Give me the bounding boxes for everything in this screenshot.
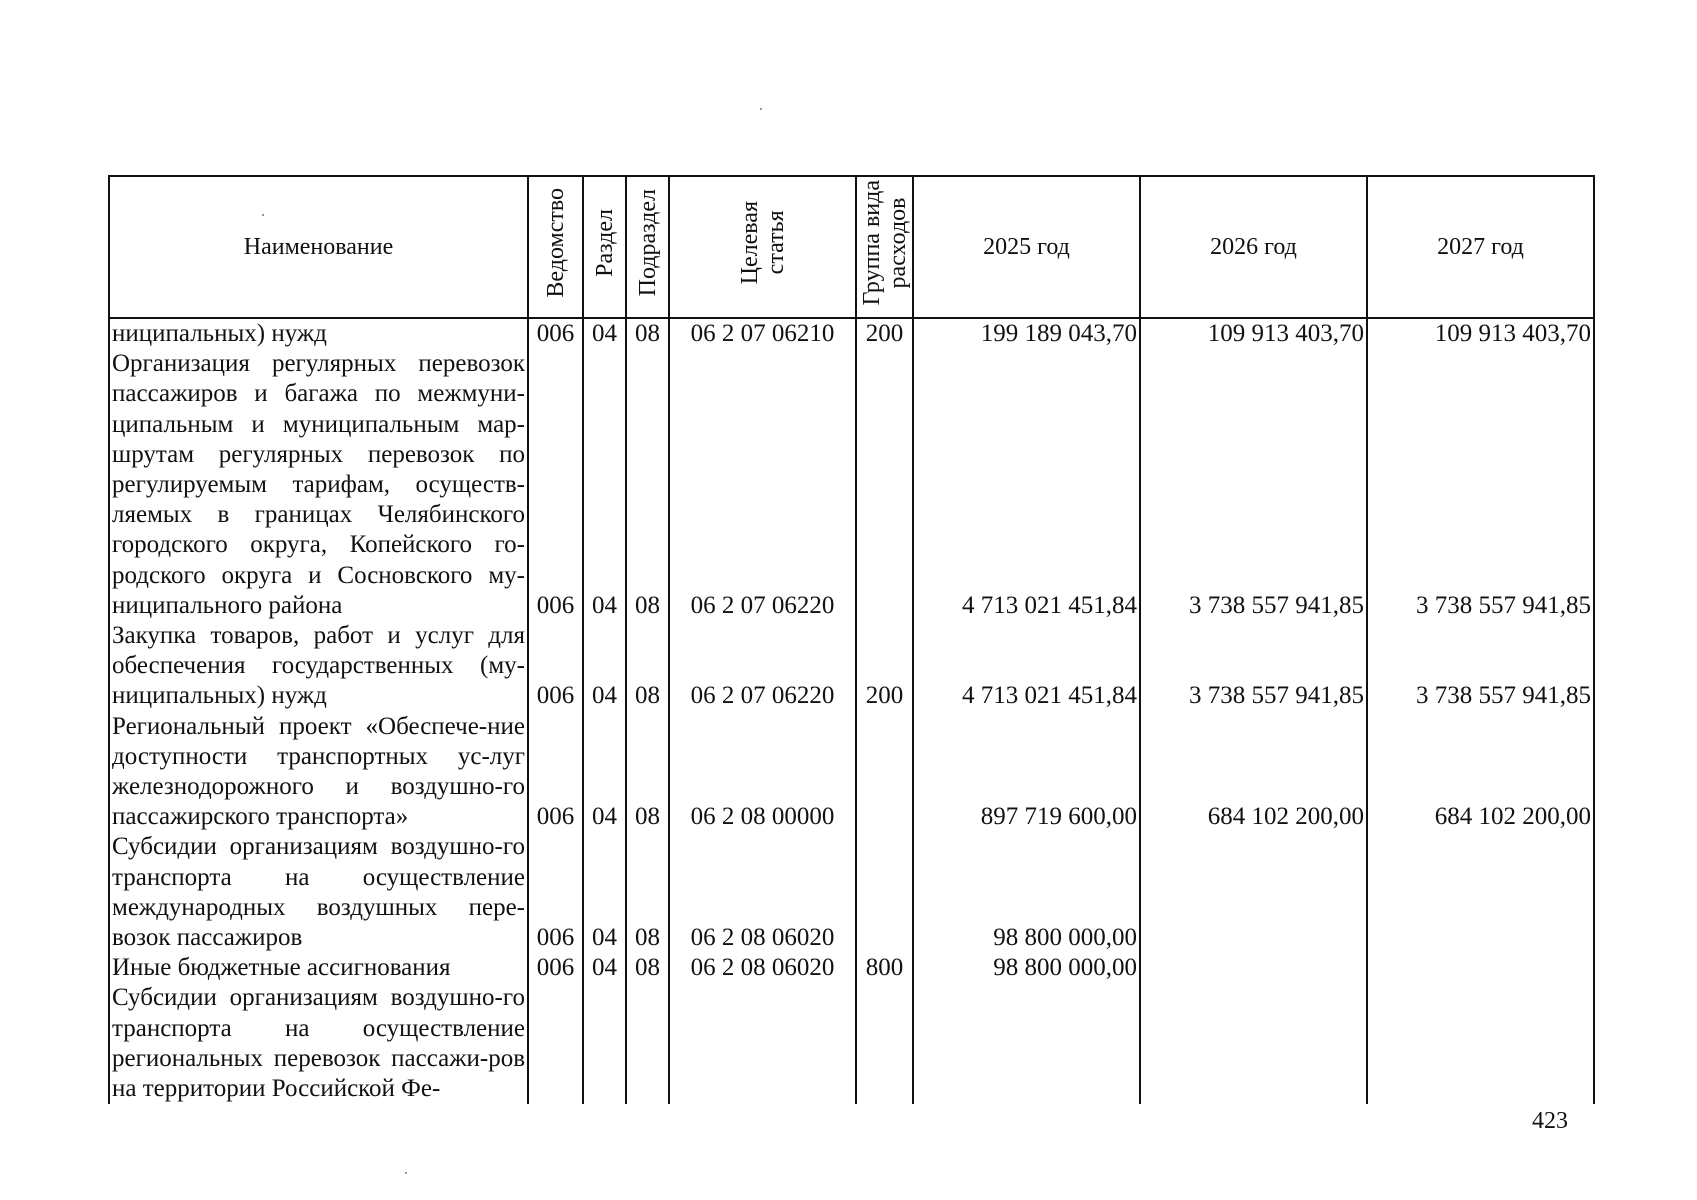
row-vedomstvo — [528, 983, 583, 1104]
row-expense-group — [856, 983, 913, 1104]
row-name: Региональный проект «Обеспече-ние доступности транспортных ус-луг железнодорожного и воздушно-го пассажирского транспорта» — [109, 712, 528, 833]
table-row — [109, 983, 1594, 1104]
row-amount-2027 — [1367, 983, 1594, 1104]
row-amount-2026: 3 738 557 941,85 — [1140, 349, 1367, 621]
row-target-article — [669, 983, 856, 1104]
row-vedomstvo: 006 — [528, 953, 583, 983]
row-amount-2025: 897 719 600,00 — [913, 712, 1140, 833]
row-amount-2026 — [1140, 832, 1367, 953]
row-name: Закупка товаров, работ и услуг для обеспечения государственных (му-ниципальных) нужд — [109, 621, 528, 712]
row-target-article: 06 2 08 00000 — [669, 712, 856, 833]
row-amount-2025: 4 713 021 451,84 — [913, 621, 1140, 712]
header-razdel-label: Раздел — [591, 208, 618, 277]
row-amount-2026: 684 102 200,00 — [1140, 712, 1367, 833]
budget-table — [108, 175, 1595, 1104]
header-podrazdel — [626, 176, 669, 318]
header-expense-group — [856, 176, 913, 318]
row-razdel: 04 — [583, 621, 626, 712]
row-podrazdel: 08 — [626, 318, 669, 349]
row-target-article: 06 2 07 06210 — [669, 318, 856, 349]
table-row — [109, 621, 1594, 712]
row-target-article: 06 2 08 06020 — [669, 832, 856, 953]
row-podrazdel: 08 — [626, 712, 669, 833]
header-vedomstvo-label: Ведомство — [542, 188, 569, 298]
row-razdel — [583, 983, 626, 1104]
row-razdel: 04 — [583, 832, 626, 953]
row-name: Организация регулярных перевозок пассажиров и багажа по межмуни-ципальным и муниципальным мар-шрутам регулярных перевозок по регулируемым тарифам, осуществ-ляемых в границах Челябинского городского округа, Копейского го-родского округа и Сосновского му-ниципального района — [109, 349, 528, 621]
row-podrazdel: 08 — [626, 621, 669, 712]
scan-speck — [405, 1172, 407, 1174]
header-year-2027 — [1367, 176, 1594, 318]
row-amount-2026 — [1140, 953, 1367, 983]
row-amount-2027: 109 913 403,70 — [1367, 318, 1594, 349]
header-vedomstvo — [528, 176, 583, 318]
row-razdel: 04 — [583, 712, 626, 833]
row-podrazdel: 08 — [626, 832, 669, 953]
row-podrazdel: 08 — [626, 953, 669, 983]
header-year-2025 — [913, 176, 1140, 318]
row-name: Иные бюджетные ассигнования — [109, 953, 528, 983]
header-target-line1: Целевая — [736, 201, 763, 285]
header-year-2027-label: 2027 год — [1437, 233, 1524, 260]
row-vedomstvo: 006 — [528, 349, 583, 621]
row-podrazdel: 08 — [626, 349, 669, 621]
row-target-article: 06 2 08 06020 — [669, 953, 856, 983]
row-name: Субсидии организациям воздушно-го транспорта на осуществление международных воздушных пере-возок пассажиров — [109, 832, 528, 953]
header-year-2026 — [1140, 176, 1367, 318]
row-vedomstvo: 006 — [528, 318, 583, 349]
row-razdel: 04 — [583, 318, 626, 349]
row-amount-2025: 98 800 000,00 — [913, 832, 1140, 953]
row-expense-group — [856, 832, 913, 953]
header-group-line1: Группа вида — [858, 180, 885, 306]
row-expense-group — [856, 349, 913, 621]
header-target-line2: статья — [762, 210, 789, 275]
table-row — [109, 349, 1594, 621]
row-amount-2026: 3 738 557 941,85 — [1140, 621, 1367, 712]
header-razdel — [583, 176, 626, 318]
row-vedomstvo: 006 — [528, 712, 583, 833]
row-vedomstvo: 006 — [528, 621, 583, 712]
row-expense-group: 200 — [856, 318, 913, 349]
row-expense-group — [856, 712, 913, 833]
page-number: 423 — [1532, 1108, 1568, 1134]
header-expense-group-label — [859, 180, 911, 305]
row-amount-2025: 199 189 043,70 — [913, 318, 1140, 349]
row-amount-2025: 98 800 000,00 — [913, 953, 1140, 983]
header-group-line2: расходов — [884, 197, 911, 289]
row-target-article: 06 2 07 06220 — [669, 349, 856, 621]
table-header-row — [109, 176, 1594, 318]
row-amount-2026 — [1140, 983, 1367, 1104]
header-podrazdel-label: Подраздел — [634, 189, 661, 297]
row-target-article: 06 2 07 06220 — [669, 621, 856, 712]
row-expense-group: 800 — [856, 953, 913, 983]
row-amount-2026: 109 913 403,70 — [1140, 318, 1367, 349]
row-amount-2027 — [1367, 832, 1594, 953]
row-name: Субсидии организациям воздушно-го транспорта на осуществление региональных перевозок пассажи-ров на территории Российской Фе- — [109, 983, 528, 1104]
table-row — [109, 832, 1594, 953]
header-name — [109, 176, 528, 318]
row-razdel: 04 — [583, 953, 626, 983]
row-name: ниципальных) нужд — [109, 318, 528, 349]
row-vedomstvo: 006 — [528, 832, 583, 953]
table-row — [109, 953, 1594, 983]
row-amount-2027: 3 738 557 941,85 — [1367, 349, 1594, 621]
row-amount-2025 — [913, 983, 1140, 1104]
row-amount-2027: 3 738 557 941,85 — [1367, 621, 1594, 712]
row-amount-2027: 684 102 200,00 — [1367, 712, 1594, 833]
header-year-2025-label: 2025 год — [983, 233, 1070, 260]
header-year-2026-label: 2026 год — [1210, 233, 1297, 260]
row-expense-group: 200 — [856, 621, 913, 712]
table-row — [109, 318, 1594, 349]
row-razdel: 04 — [583, 349, 626, 621]
header-target-article-label — [737, 201, 789, 284]
row-podrazdel — [626, 983, 669, 1104]
row-amount-2027 — [1367, 953, 1594, 983]
row-amount-2025: 4 713 021 451,84 — [913, 349, 1140, 621]
table-row — [109, 712, 1594, 833]
header-target-article — [669, 176, 856, 318]
header-name-label: Наименование — [243, 233, 394, 260]
scan-speck — [760, 108, 762, 110]
